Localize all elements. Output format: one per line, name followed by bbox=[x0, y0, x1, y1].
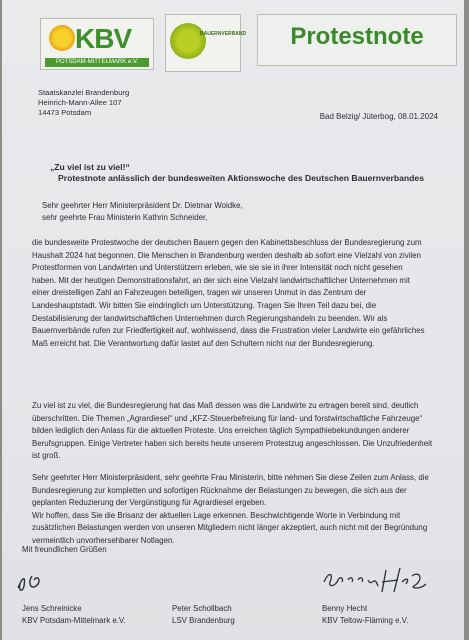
salutation-line: sehr geehrte Frau Ministerin Kathrin Schneider, bbox=[42, 213, 208, 222]
page-title: Protestnote bbox=[290, 23, 424, 50]
body-paragraph-2 bbox=[32, 400, 448, 463]
kbv-logo bbox=[40, 18, 154, 70]
text-line: haben. Mit der heutigen Demonstrationsfahrt, an der sich eine Vielzahl landwirtschaftlicher Unternehmen mit bbox=[32, 275, 410, 285]
sunflower-icon bbox=[170, 23, 206, 59]
signer-3 bbox=[322, 603, 408, 627]
text-line: Destabilisierung der landwirtschaftlichen Unternehmen durch Regierungshandeln zu beenden. Wir als bbox=[32, 313, 388, 323]
kbv-logo-text: KBV bbox=[75, 23, 132, 54]
signer-org: LSV Brandenburg bbox=[172, 616, 235, 625]
closing-line: Mit freundlichen Grüßen bbox=[22, 545, 107, 554]
title-box bbox=[257, 14, 457, 66]
signer-name: Benny Hecht bbox=[322, 604, 368, 613]
signer-org: KBV Potsdam-Mittelmark e.V. bbox=[22, 616, 126, 625]
letter-heading: „Zu viel ist zu viel!“ bbox=[50, 162, 130, 172]
signer-name: Peter Schollbach bbox=[172, 604, 232, 613]
date-line: Bad Belzig/ Jüterbog, 08.01.2024 bbox=[319, 112, 438, 121]
salutation bbox=[42, 200, 243, 224]
letter-subheading: Protestnote anlässlich der bundesweiten Aktionswoche des Deutschen Bauernverbandes bbox=[58, 173, 424, 183]
bauernverband-logo bbox=[165, 14, 247, 72]
text-line: Wir hoffen, dass Sie die Brisanz der aktuellen Lage erkennen. Beschwichtigende Worte in Verbindung mit bbox=[32, 510, 401, 520]
text-line: bilden lediglich den Anlass für die aktuellen Proteste. Uns erreichen täglich Sympathiebekundungen anderer bbox=[32, 426, 410, 436]
text-line: Maß erreicht hat. Die Verantwortung dafür lastet auf den Schultern nicht nur der Bundesregierung. bbox=[32, 338, 375, 348]
text-line: zusätzlichen Belastungen werden von unseren Mitgliedern nicht länger akzeptiert, auch nicht mit der Begründung bbox=[32, 523, 428, 533]
text-line: Landeshauptstadt. Wir bitten Sie eindringlich um Unterstützung. Tragen Sie Ihren Teil dazu bei, die bbox=[32, 300, 377, 310]
text-line: geplanten Reduzierung der Vergünstigung für Agrardiesel ergeben. bbox=[32, 498, 267, 508]
signature-schreinicke bbox=[14, 568, 54, 596]
text-line: Protestformen von Landwirten und Unterstützern erleben, wie sie sie in ihrer Intensität noch nicht gesehen bbox=[32, 263, 403, 273]
text-line: Sehr geehrter Herr Ministerpräsident, sehr geehrte Frau Ministerin, bitte nehmen Sie diese Zeilen zum Anlass, die bbox=[32, 473, 429, 482]
signer-name: Jens Schreinicke bbox=[22, 604, 82, 613]
address-line: Heinrich-Mann-Allee 107 bbox=[38, 98, 122, 107]
salutation-line: Sehr geehrter Herr Ministerpräsident Dr. Dietmar Woidke, bbox=[42, 201, 243, 210]
kbv-logo-subtitle: POTSDAM-MITTELMARK e.V. bbox=[45, 58, 149, 67]
signature-hecht bbox=[320, 564, 430, 598]
body-paragraph-3 bbox=[32, 472, 448, 548]
address-line: 14473 Potsdam bbox=[38, 108, 92, 117]
address-line: Staatskanzlei Brandenburg bbox=[38, 88, 130, 97]
recipient-address bbox=[38, 88, 129, 118]
text-line: vermeintlich unvorhersehbarer Notlagen. bbox=[32, 535, 175, 545]
text-line: Bundesregierung zur kompletten und sofortigen Rücknahme der Belastungen zu bewegen, die sich aus der bbox=[32, 485, 407, 495]
text-line: überschritten. Die Themen „Agrardiesel“ und „KFZ-Steuerbefreiung für land- und forstwirtschaftliche Fahrzeuge“ bbox=[32, 413, 423, 423]
text-line: die bundesweite Protestwoche der deutschen Bauern gegen den Kabinettsbeschluss der Bundesregierung zum bbox=[32, 238, 422, 247]
signer-org: KBV Teltow-Fläming e.V. bbox=[322, 616, 409, 625]
text-line: Berufsgruppen. Einige Vertreter haben sich bereits heute unserem Protestzug angeschlossen. Die Unzufriedenheit bbox=[32, 438, 433, 448]
text-line: einer dreistelligen Zahl an Fahrzeugen beteiligen, tragen wir unseren Unmut in das Zentrum der bbox=[32, 288, 367, 298]
signer-1 bbox=[22, 603, 126, 627]
text-line: Zu viel ist zu viel, die Bundesregierung hat das Maß dessen was die Landwirte zu ertragen bereit sind, deutlich bbox=[32, 401, 419, 410]
bbv-logo-text: BAUERNVERBAND bbox=[200, 31, 247, 37]
signer-2 bbox=[172, 603, 235, 627]
sunflower-icon bbox=[49, 25, 75, 51]
letter-header bbox=[22, 10, 454, 72]
letter-sheet bbox=[2, 0, 464, 640]
text-line: Bauernverbände rufen zur Friedfertigkeit auf, wohlwissend, dass die Frustration vieler Landwirte ein gefährliches bbox=[32, 326, 425, 336]
body-paragraph-1 bbox=[32, 237, 448, 350]
text-line: Haushalt 2024 hat begonnen. Die Menschen in Brandenburg werden deshalb ab sofort eine Vielzahl von zivilen bbox=[32, 250, 421, 260]
text-line: ist groß. bbox=[32, 451, 61, 461]
